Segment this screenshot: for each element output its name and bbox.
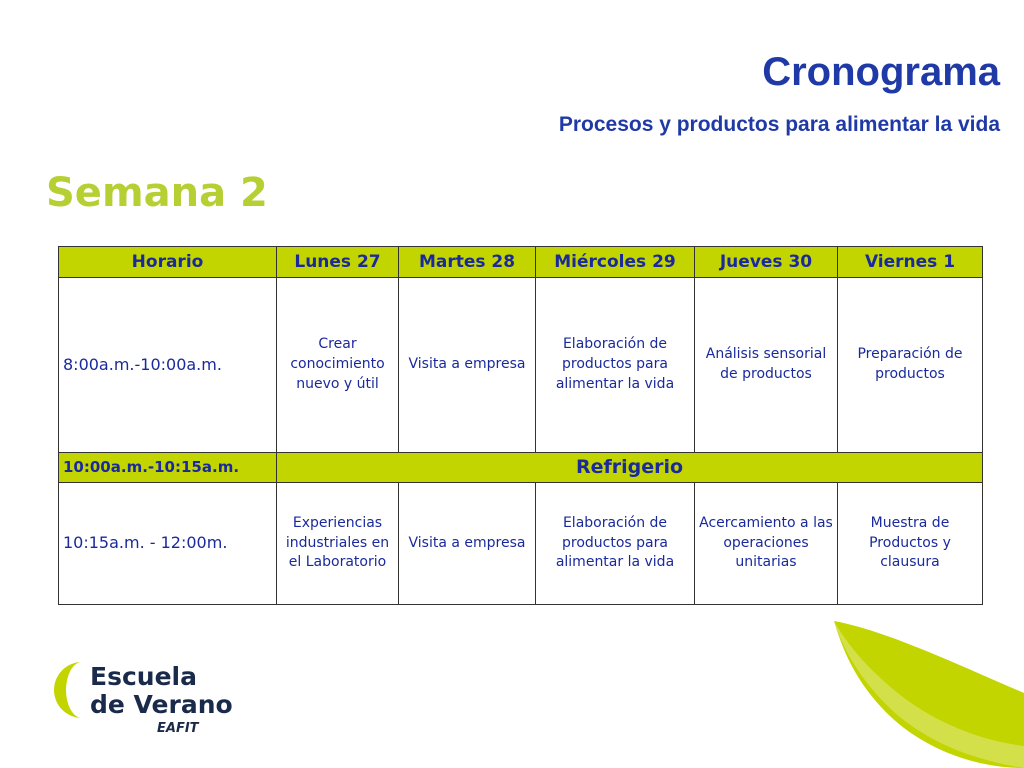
header-jueves: Jueves 30: [695, 247, 838, 278]
week-heading: Semana 2: [46, 170, 268, 216]
table-cell: Experiencias industriales en el Laboratorio: [277, 483, 399, 605]
row-time: 8:00a.m.-10:00a.m.: [59, 278, 277, 453]
table-cell: Análisis sensorial de productos: [695, 278, 838, 453]
row-time: 10:15a.m. - 12:00m.: [59, 483, 277, 605]
table-cell: Elaboración de productos para alimentar la vida: [536, 278, 695, 453]
schedule-table: [58, 246, 983, 605]
logo-mark-icon: [52, 660, 86, 720]
logo-text-line2: de Verano: [90, 690, 233, 719]
table-cell: Preparación de productos: [838, 278, 983, 453]
break-label: Refrigerio: [277, 452, 983, 482]
table-cell: Visita a empresa: [399, 278, 536, 453]
escuela-verano-logo: [52, 660, 233, 740]
row-time: 10:00a.m.-10:15a.m.: [59, 452, 277, 482]
decorative-swoosh: [824, 618, 1024, 768]
page-subtitle: Procesos y productos para alimentar la vida: [558, 113, 1000, 136]
table-cell: Visita a empresa: [399, 483, 536, 605]
logo-text-line1: Escuela: [90, 662, 197, 691]
page-title: Cronograma: [762, 50, 1000, 94]
header-martes: Martes 28: [399, 247, 536, 278]
header-viernes: Viernes 1: [838, 247, 983, 278]
table-row: [59, 483, 983, 605]
header-miercoles: Miércoles 29: [536, 247, 695, 278]
logo-brand: EAFIT: [157, 721, 199, 736]
table-cell: Acercamiento a las operaciones unitarias: [695, 483, 838, 605]
table-row-break: [59, 452, 983, 482]
table-row: [59, 278, 983, 453]
header-horario: Horario: [59, 247, 277, 278]
table-header-row: [59, 247, 983, 278]
table-cell: Muestra de Productos y clausura: [838, 483, 983, 605]
table-cell: Crear conocimiento nuevo y útil: [277, 278, 399, 453]
table-cell: Elaboración de productos para alimentar la vida: [536, 483, 695, 605]
header-lunes: Lunes 27: [277, 247, 399, 278]
